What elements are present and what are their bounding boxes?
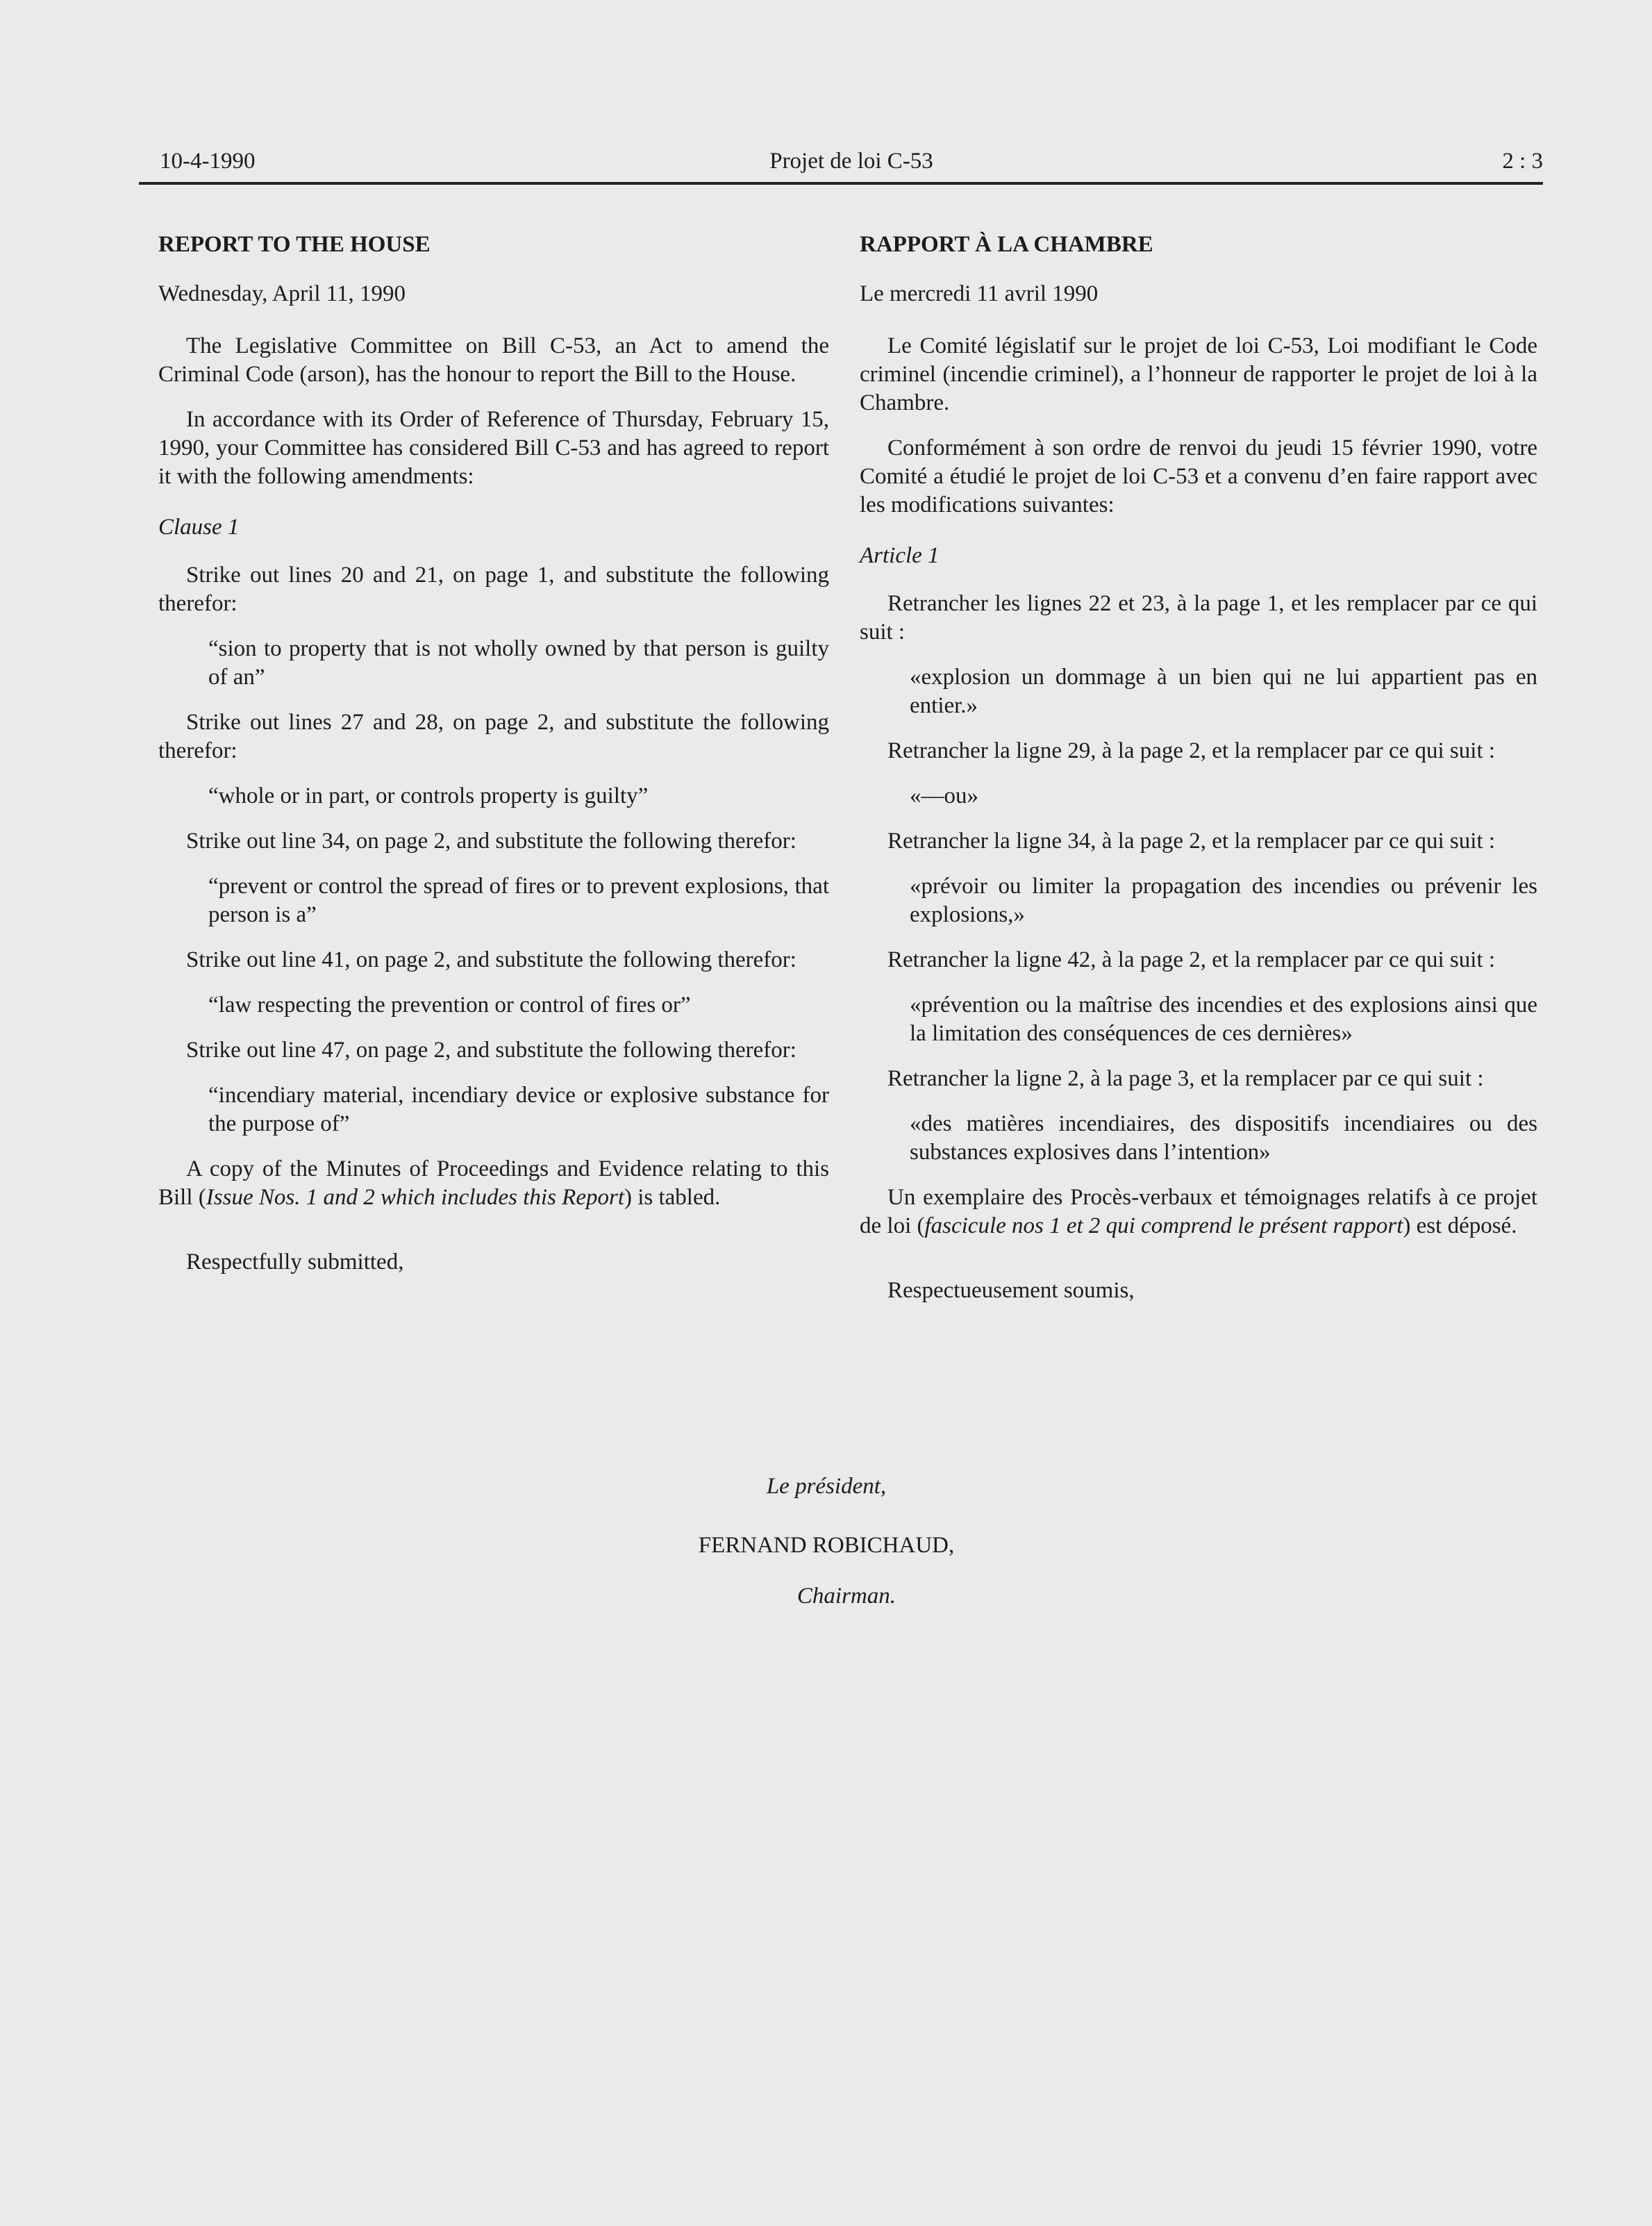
english-section-label: Clause 1 — [158, 515, 240, 540]
english-amendment-4: Strike out line 41, on page 2, and substitute the following therefor: — [186, 947, 796, 972]
english-copy-issue: Issue Nos. 1 and 2 which includes this Report — [206, 1185, 624, 1210]
english-quote-2: “whole or in part, or controls property is guilty” — [208, 783, 649, 808]
french-paragraph-1: Le Comité législatif sur le projet de loi C-53, Loi modifiant le Code criminel (incendie criminel), a l’honneur de rapporter le projet de loi à la Chambre. — [860, 333, 1537, 415]
french-quote-4: «prévention ou la maîtrise des incendies et des explosions ainsi que la limitation des conséquences de ces dernières» — [910, 992, 1537, 1046]
header-title: Projet de loi C-53 — [769, 149, 933, 174]
french-section-label: Article 1 — [860, 543, 940, 568]
signature-block — [681, 1472, 972, 1611]
french-copy-pre: Un exemplaire des Procès-verbaux et témoignages relatifs à ce projet de loi ( — [860, 1185, 1537, 1238]
signature-title: Le président, — [766, 1474, 887, 1499]
french-amendment-1: Retrancher les lignes 22 et 23, à la page 1, et les remplacer par ce qui suit : — [860, 591, 1537, 645]
french-amendment-5: Retrancher la ligne 2, à la page 3, et la remplacer par ce qui suit : — [887, 1066, 1484, 1091]
english-amendment-2: Strike out lines 27 and 28, on page 2, and substitute the following therefor: — [158, 710, 829, 763]
english-column — [158, 231, 829, 1277]
english-paragraph-2: In accordance with its Order of Reference of Thursday, February 15, 1990, your Committee has considered Bill C-53 and has agreed to report it with the following amendments: — [158, 407, 829, 489]
english-heading: REPORT TO THE HOUSE — [158, 232, 431, 257]
english-amendment-5: Strike out line 47, on page 2, and substitute the following therefor: — [186, 1038, 796, 1063]
french-quote-3: «prévoir ou limiter la propagation des incendies ou prévenir les explosions,» — [910, 874, 1537, 927]
french-copy-post: ) est déposé. — [1403, 1213, 1517, 1238]
english-amendment-3: Strike out line 34, on page 2, and substitute the following therefor: — [186, 829, 796, 854]
french-amendment-2: Retrancher la ligne 29, à la page 2, et la remplacer par ce qui suit : — [887, 738, 1496, 763]
english-quote-4: “law respecting the prevention or control of fires or” — [208, 992, 691, 1018]
english-paragraph-1: The Legislative Committee on Bill C-53, an Act to amend the Criminal Code (arson), has the honour to report the Bill to the House. — [158, 333, 829, 387]
english-amendment-1: Strike out lines 20 and 21, on page 1, and substitute the following therefor: — [158, 563, 829, 616]
english-closing: Respectfully submitted, — [186, 1249, 404, 1274]
french-copy-note — [860, 1183, 1537, 1240]
header-date: 10-4-1990 — [160, 149, 256, 174]
french-copy-issue: fascicule nos 1 et 2 qui comprend le présent rapport — [924, 1213, 1403, 1238]
english-quote-5: “incendiary material, incendiary device or explosive substance for the purpose of” — [208, 1083, 829, 1136]
header-page-number: 2 : 3 — [1502, 149, 1543, 174]
english-copy-pre: A copy of the Minutes of Proceedings and Evidence relating to this Bill ( — [158, 1156, 829, 1210]
french-quote-2: «—ou» — [910, 783, 978, 808]
english-quote-3: “prevent or control the spread of fires or to prevent explosions, that person is a” — [208, 874, 829, 927]
english-date: Wednesday, April 11, 1990 — [158, 281, 406, 306]
english-quote-1: “sion to property that is not wholly owned by that person is guilty of an” — [208, 636, 829, 690]
french-quote-1: «explosion un dommage à un bien qui ne lui appartient pas en entier.» — [910, 665, 1537, 718]
english-copy-note — [158, 1155, 829, 1212]
french-heading: RAPPORT À LA CHAMBRE — [860, 232, 1153, 257]
french-amendment-3: Retrancher la ligne 34, à la page 2, et la remplacer par ce qui suit : — [887, 829, 1496, 854]
signature-role: Chairman. — [796, 1584, 896, 1609]
french-closing: Respectueusement soumis, — [887, 1278, 1135, 1303]
page-header — [160, 149, 1543, 182]
header-rule — [139, 182, 1543, 185]
french-column — [860, 231, 1537, 1305]
signature-name: FERNAND ROBICHAUD, — [698, 1533, 955, 1558]
french-paragraph-2: Conformément à son ordre de renvoi du jeudi 15 février 1990, votre Comité a étudié le projet de loi C-53 et a convenu d’en faire rapport avec les modifications suivantes: — [860, 435, 1537, 517]
french-amendment-4: Retrancher la ligne 42, à la page 2, et la remplacer par ce qui suit : — [887, 947, 1496, 972]
french-quote-5: «des matières incendiaires, des dispositifs incendiaires ou des substances explosives dans l’intention» — [910, 1111, 1537, 1165]
french-date: Le mercredi 11 avril 1990 — [860, 281, 1099, 306]
english-copy-post: ) is tabled. — [624, 1185, 721, 1210]
